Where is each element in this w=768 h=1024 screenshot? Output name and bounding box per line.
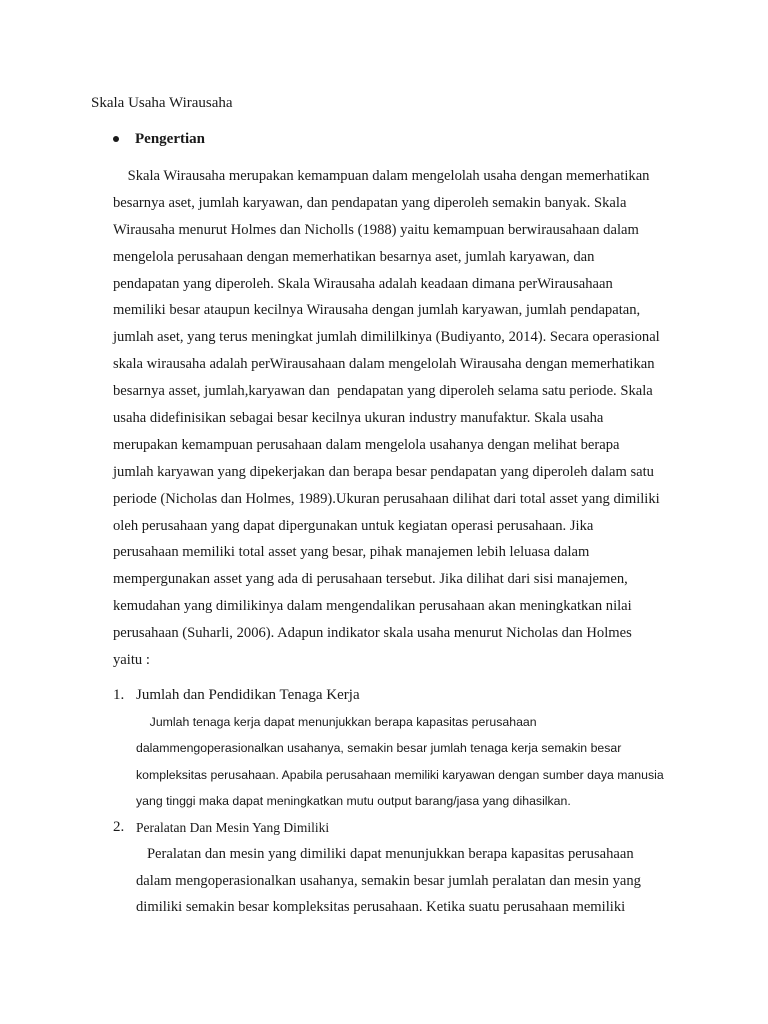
list-item-body: [136, 713, 696, 818]
bullet-icon: [113, 136, 119, 142]
list-item-heading: Jumlah dan Pendidikan Tenaga Kerja: [136, 687, 360, 703]
text-line: Skala Wirausaha merupakan kemampuan dalam mengelolah usaha dengan memerhatikan: [113, 168, 650, 184]
document-title: Skala Usaha Wirausaha: [91, 95, 233, 111]
text-line: mengelola perusahaan dengan memerhatikan besarnya aset, jumlah karyawan, dan: [113, 248, 595, 265]
text-line: besarnya aset, jumlah karyawan, dan pendapatan yang diperoleh semakin banyak. Skala: [113, 194, 627, 211]
text-line: yaitu :: [113, 652, 150, 669]
text-line: Peralatan dan mesin yang dimiliki dapat menunjukkan berapa kapasitas perusahaan: [136, 846, 634, 862]
text-line: kemudahan yang dimilikinya dalam mengendalikan perusahaan akan meningkatkan nilai: [113, 598, 632, 615]
list-number: 1.: [113, 687, 125, 703]
text-line: besarnya asset, jumlah,karyawan dan pendapatan yang diperoleh selama satu periode. Skala: [113, 383, 653, 400]
text-line: merupakan kemampuan perusahaan dalam mengelola usahanya dengan melihat berapa: [113, 436, 620, 453]
text-line: dalammengoperasionalkan usahanya, semakin besar jumlah tenaga kerja semakin besar: [136, 741, 622, 756]
text-line: dimiliki semakin besar kompleksitas perusahaan. Ketika suatu perusahaan memiliki: [136, 899, 626, 915]
text-line: oleh perusahaan yang dapat dipergunakan untuk kegiatan operasi perusahaan. Jika: [113, 517, 594, 534]
text-line: pendapatan yang diperoleh. Skala Wirausaha adalah keadaan dimana perWirausahaan: [113, 275, 613, 292]
text-line: perusahaan (Suharli, 2006). Adapun indikator skala usaha menurut Nicholas dan Holmes: [113, 625, 632, 642]
text-line: usaha didefinisikan sebagai besar kecilnya ukuran industry manufaktur. Skala usaha: [113, 410, 604, 427]
body-paragraph: [113, 165, 693, 676]
text-line: kompleksitas perusahaan. Apabila perusahaan memiliki karyawan dengan sumber daya manusia: [136, 767, 664, 782]
list-number: 2.: [113, 819, 125, 835]
text-line: periode (Nicholas dan Holmes, 1989).Ukuran perusahaan dilihat dari total asset yang dimiliki: [113, 490, 660, 507]
text-line: perusahaan memiliki total asset yang besar, pihak manajemen lebih leluasa dalam: [113, 544, 590, 561]
text-line: Jumlah tenaga kerja dapat menunjukkan berapa kapasitas perusahaan: [136, 715, 537, 729]
text-line: jumlah aset, yang terus meningkat jumlah dimililkinya (Budiyanto, 2014). Secara operasional: [113, 329, 660, 346]
text-line: mempergunakan asset yang ada di perusahaan tersebut. Jika dilihat dari sisi manajemen,: [113, 571, 628, 588]
text-line: skala wirausaha adalah perWirausahaan dalam mengelolah Wirausaha dengan memerhatikan: [113, 356, 655, 373]
text-line: dalam mengoperasionalkan usahanya, semakin besar jumlah peralatan dan mesin yang: [136, 872, 641, 889]
text-line: jumlah karyawan yang dipekerjakan dan berapa besar pendapatan yang diperoleh dalam satu: [113, 463, 654, 480]
section-heading: Pengertian: [135, 131, 205, 147]
text-line: Wirausaha menurut Holmes dan Nicholls (1988) yaitu kemampuan berwirausahaan dalam: [113, 221, 639, 238]
text-line: yang tinggi maka dapat meningkatkan mutu output barang/jasa yang dihasilkan.: [136, 793, 571, 808]
list-item-body: [136, 844, 696, 924]
text-line: memiliki besar ataupun kecilnya Wirausaha dengan jumlah karyawan, jumlah pendapatan,: [113, 302, 641, 319]
list-item-heading: Peralatan Dan Mesin Yang Dimiliki: [136, 820, 330, 835]
